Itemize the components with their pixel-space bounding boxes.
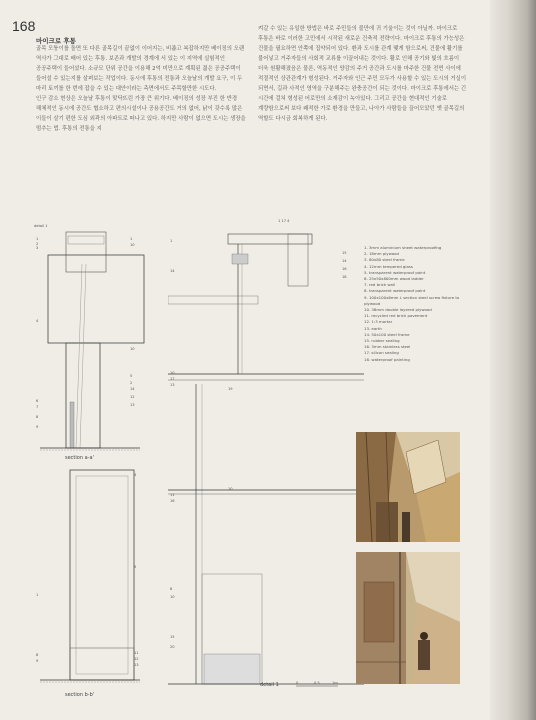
svg-text:12: 12 xyxy=(134,657,139,661)
legend-item: 17. silicon sealing xyxy=(364,350,399,356)
svg-text:2: 2 xyxy=(130,381,133,385)
svg-text:12: 12 xyxy=(130,395,135,399)
body-paragraph: 골목 모퉁이를 돌면 또 다른 골목길이 끝없이 이어지는, 비좁고 복잡하지만 베이징의 오랜 역사가 그대로 배어 있는 후통. 보존과 개발의 경계에 서 있는 이 지역에 실험적인 공공주택이 들어섰다. 소규모 단위 공간을 이용해 2억 미만으로 계획된 젊은 공공주택이 들어설 수 있는지를 살펴보는 작업이다. 동시에 후통의 전통과 오늘날의 개발 요구, 이 두 마리 토끼를 한 번에 잡을 수 있는 대안이라는 측면에서도 주목할만한 시도다. xyxy=(36,46,245,92)
svg-text:15: 15 xyxy=(170,635,175,639)
svg-text:5: 5 xyxy=(134,565,137,569)
svg-text:8: 8 xyxy=(170,587,173,591)
legend-item: 13. earth xyxy=(364,325,382,331)
body-column-left xyxy=(36,44,246,134)
legend-item: 15. rubber sealing xyxy=(364,338,400,344)
svg-text:10: 10 xyxy=(170,371,175,375)
legend-item: 3. 80x80 steel frame xyxy=(364,257,405,263)
interior-photo-2 xyxy=(356,552,460,684)
detail-callout-label: detail 1 xyxy=(34,224,48,228)
detail-top-labels: 1 17 4 xyxy=(278,219,290,223)
svg-text:1: 1 xyxy=(170,239,173,243)
legend-item: 10. 38mm double layered plywood xyxy=(364,307,432,313)
detail-drawing xyxy=(168,214,364,690)
svg-text:8: 8 xyxy=(36,653,39,657)
svg-text:2: 2 xyxy=(36,242,39,246)
svg-text:1: 1 xyxy=(36,237,39,241)
section-a-drawing xyxy=(30,222,150,462)
legend-item: 1. 3mm aluminium sheet waterproofing xyxy=(364,245,442,250)
svg-text:4: 4 xyxy=(134,473,137,477)
legend-item: 9. 100x100x6mm L section steel screw fixture to plywood xyxy=(364,294,460,306)
svg-text:11: 11 xyxy=(170,493,175,497)
svg-text:1: 1 xyxy=(36,593,39,597)
section-b-drawing xyxy=(30,468,150,700)
interior-photo-1 xyxy=(356,432,460,542)
svg-text:9: 9 xyxy=(36,425,39,429)
legend-item: 8. transparent waterproof paint xyxy=(364,288,426,294)
svg-text:15: 15 xyxy=(342,251,347,255)
svg-text:11: 11 xyxy=(134,651,139,655)
svg-text:1: 1 xyxy=(130,237,133,241)
svg-text:10: 10 xyxy=(228,487,233,491)
svg-text:14: 14 xyxy=(130,387,135,391)
svg-text:0.5: 0.5 xyxy=(314,681,320,685)
materials-legend xyxy=(364,245,474,363)
body-column-right xyxy=(258,24,470,124)
svg-text:6: 6 xyxy=(36,399,39,403)
svg-text:18: 18 xyxy=(342,275,347,279)
svg-text:7: 7 xyxy=(36,405,39,409)
svg-text:20: 20 xyxy=(170,645,175,649)
svg-text:4: 4 xyxy=(36,319,39,323)
svg-text:13: 13 xyxy=(134,663,139,667)
svg-text:5: 5 xyxy=(130,374,133,378)
svg-text:19: 19 xyxy=(228,387,233,391)
svg-text:16: 16 xyxy=(170,499,175,503)
svg-text:8: 8 xyxy=(36,415,39,419)
svg-text:14: 14 xyxy=(170,269,175,273)
body-paragraph: 인구 감소 현상은 오늘날 후통이 맞닥뜨린 가장 큰 위기다. 베이징의 성장 부진 한 반경 해체적인 동시에 공간도 협소하고 편의시설이나 공용공간도 거의 없어, 낡이 갖수록 많은 이들이 살기 편한 도심 외곽의 아파트로 떠나고 있다. 하지만 사람이 없으면 도시는 생장을 멈추는 법. 후통의 전통을 지 xyxy=(36,96,246,132)
section-a-caption: section a-a' xyxy=(65,455,94,461)
legend-item: 12. 1:3 mortar xyxy=(364,319,393,325)
svg-text:16: 16 xyxy=(342,267,347,271)
svg-text:3: 3 xyxy=(36,246,39,250)
svg-text:13: 13 xyxy=(170,383,175,387)
legend-item: 11. recycled red brick pavement xyxy=(364,313,428,319)
legend-item: 18. waterproof painting xyxy=(364,356,410,362)
svg-text:13: 13 xyxy=(130,403,135,407)
svg-text:10: 10 xyxy=(130,347,135,351)
legend-item: 2. 18mm plywood xyxy=(364,251,399,257)
body-paragraph: 켜갈 수 있는 유일한 방법은 바로 주민들의 불만에 귀 기울이는 것이 아닐까. 마이크로 후통은 바로 이러한 고민에서 시작된 새로운 건축적 전략이다. 마이크로 후통의 가능성은 건물을 필요하면 안쪽에 집약되어 있다. 환과 도시를 관계 맺게 함으로써, 건물에 활기를 불어넣고 거주자들의 사회적 교류를 이끌어내는 것이다. 활로 인해 공기와 빛의 흐름이 더욱 원활해졌음은 물론, 역동적인 양감의 주거 공간과 도시를 마주한 건물 전면 사이에 적절적인 상관관계가 형성된다. 거주자와 인근 주민 모두가 사용할 수 있는 도시의 거실이 되면서, 길과 사적인 영역을 구분해주는 완충공간이 되는 것이다. 마이크로 후통에서는 긴 시간에 걸쳐 형성된 어로만의 소재감이 녹아있다. 그리고 공간을 현대적인 기술로 계량함으로써 보다 쾌적한 가로 환경을 만들고, 나아가 사람들을 끌어모았던 옛 골목길의 역할도 다시금 회복하게 된다. xyxy=(258,26,467,122)
page-number: 168 xyxy=(12,18,36,34)
svg-text:9: 9 xyxy=(36,659,39,663)
svg-text:10: 10 xyxy=(130,243,135,247)
svg-text:0: 0 xyxy=(296,681,299,685)
page-gutter-shadow xyxy=(490,0,536,720)
section-heading: 마이크로 후통 xyxy=(36,37,76,45)
svg-text:1m: 1m xyxy=(332,681,338,685)
legend-item: 14. 50x100 steel frame xyxy=(364,331,410,337)
svg-text:17: 17 xyxy=(170,377,175,381)
detail-caption: detail 1 xyxy=(260,682,279,688)
svg-text:14: 14 xyxy=(342,259,347,263)
legend-item: 6. 25x50x800mm wood ladder xyxy=(364,276,424,282)
legend-item: 5. transparent waterproof paint xyxy=(364,269,426,275)
legend-item: 4. 12mm tempered glass xyxy=(364,263,413,269)
section-b-caption: section b-b' xyxy=(65,692,95,698)
legend-item: 16. 3mm stainless steel xyxy=(364,344,411,350)
svg-text:10: 10 xyxy=(170,595,175,599)
legend-item: 7. red brick wall xyxy=(364,282,396,288)
